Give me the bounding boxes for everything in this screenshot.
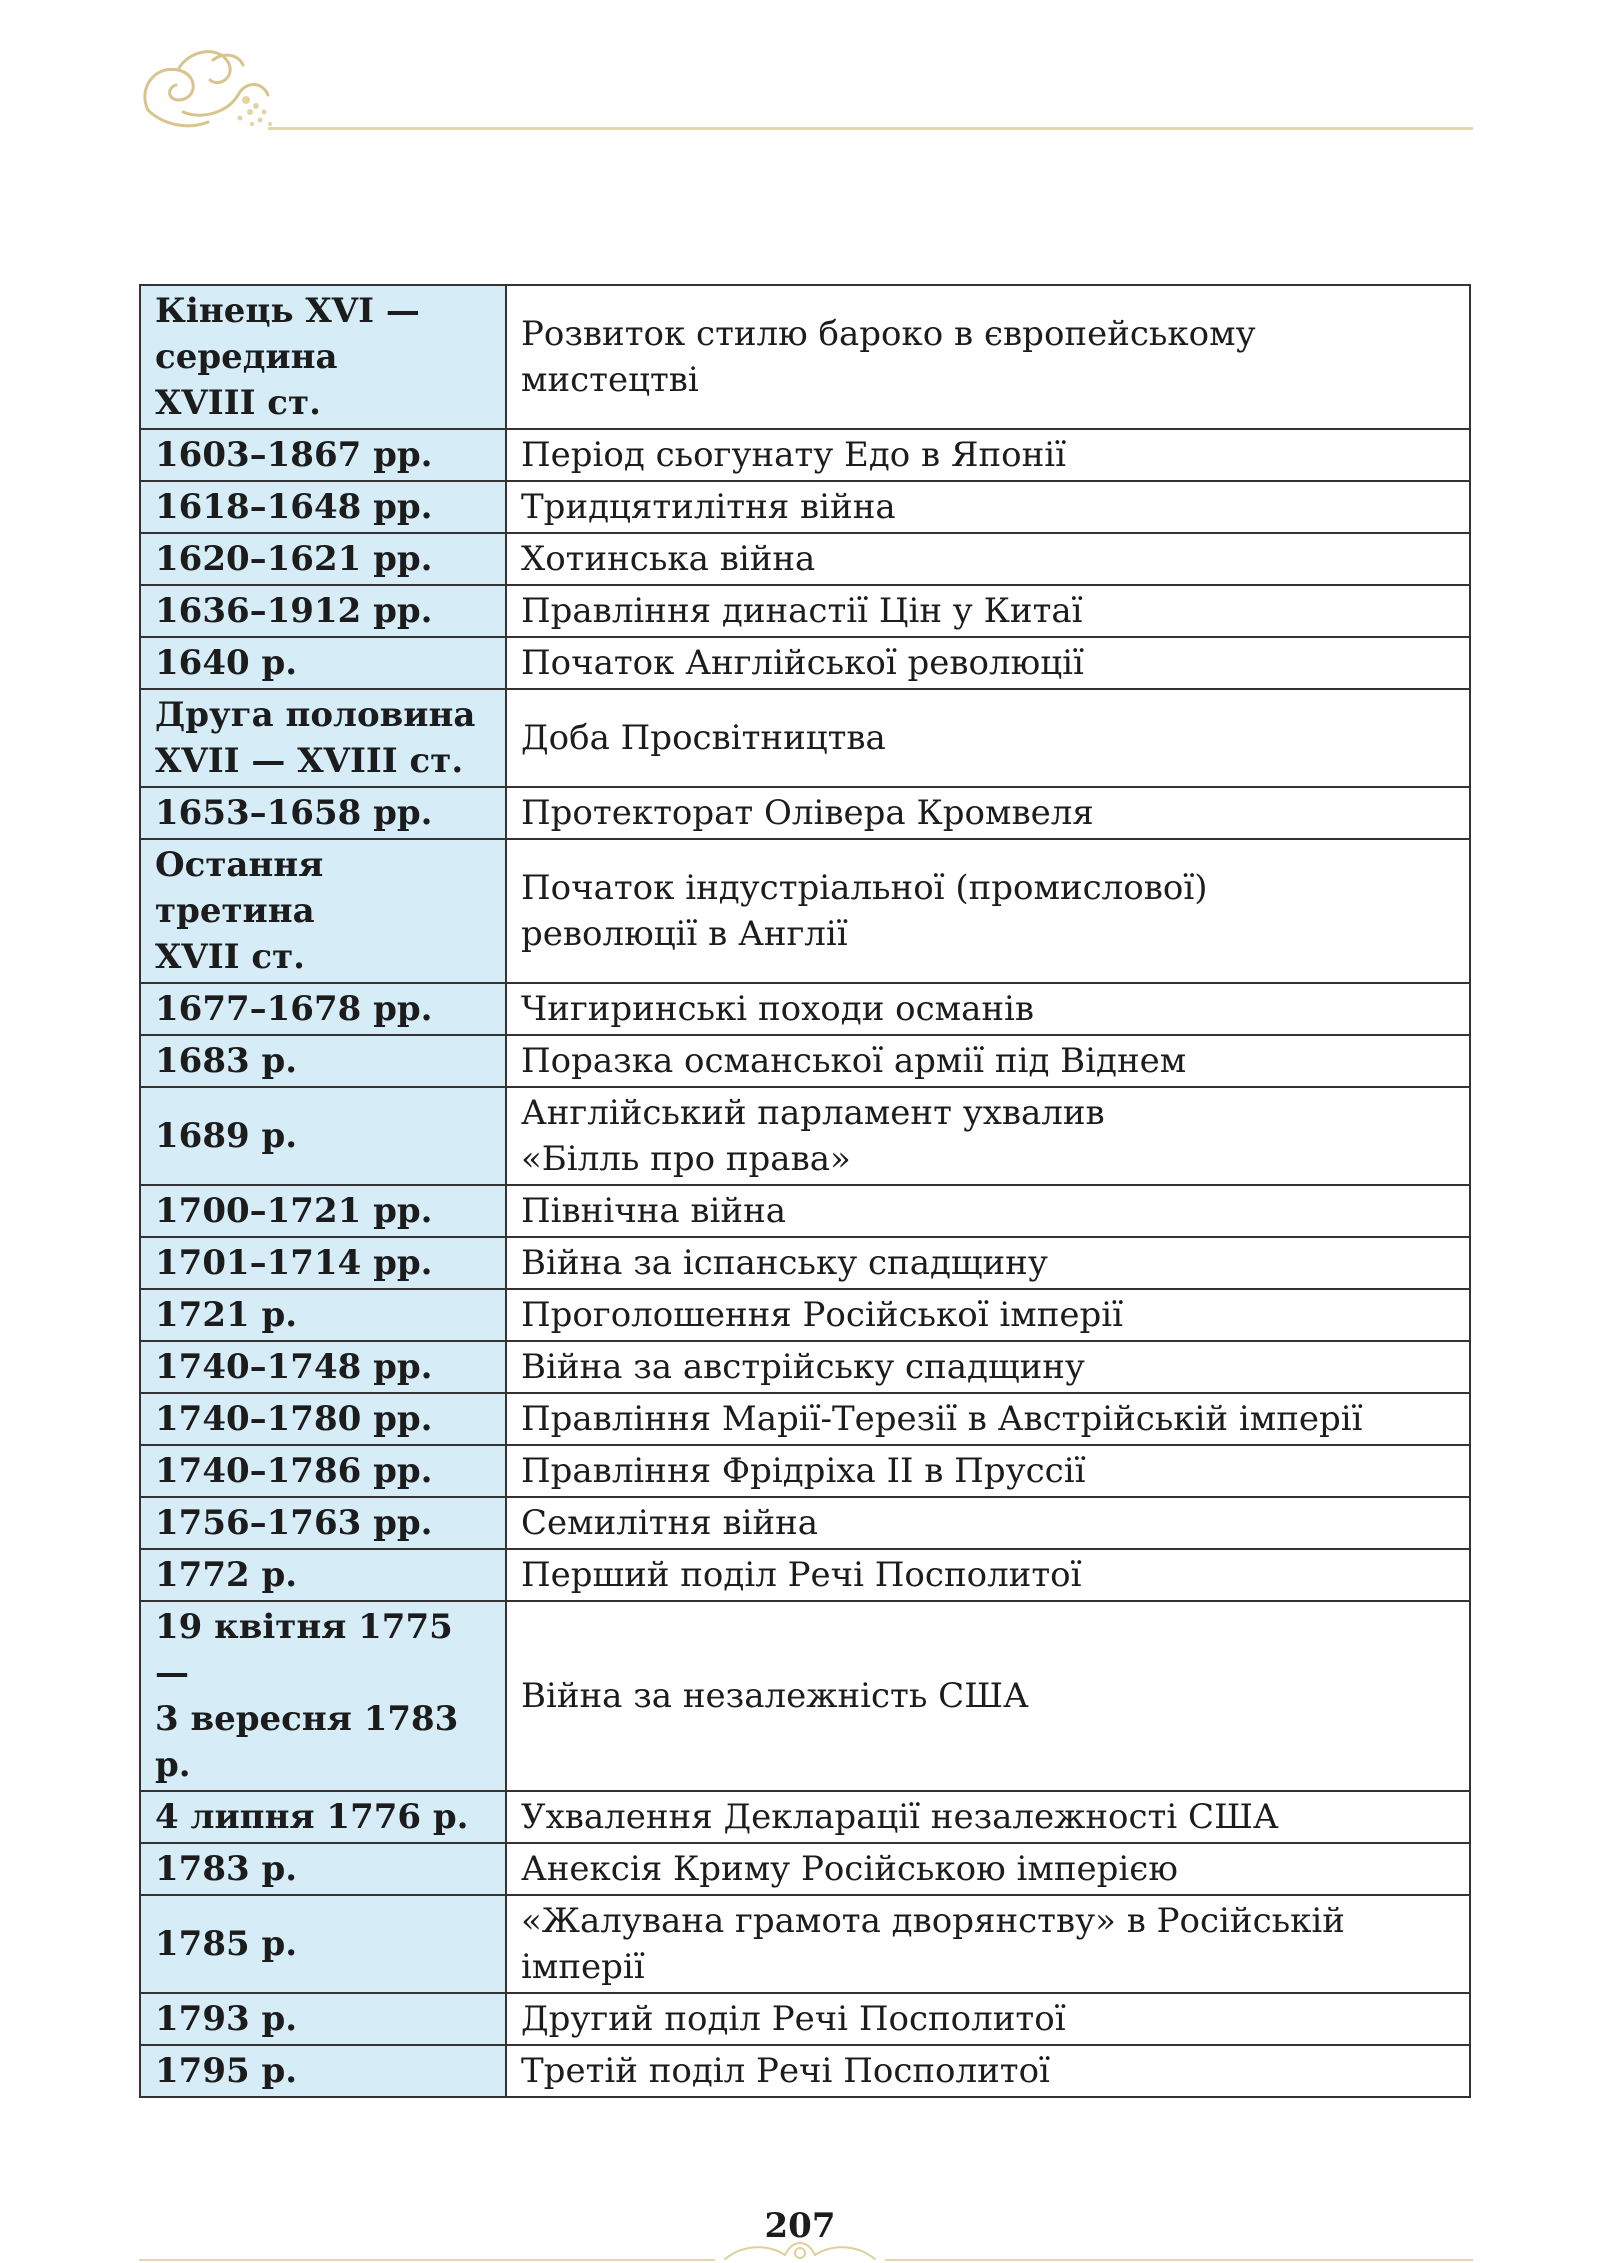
date-cell	[140, 1289, 506, 1341]
event-cell	[506, 689, 1470, 787]
event-cell	[506, 2045, 1470, 2097]
event-cell	[506, 1289, 1470, 1341]
date-line: 1785 р.	[155, 1924, 298, 1964]
date-line: 1740–1780 рр.	[155, 1399, 433, 1439]
event-line: Початок Англійської революції	[521, 643, 1084, 683]
event-line: Правління Марії-Терезії в Австрійській імперії	[521, 1399, 1363, 1439]
table-row	[140, 1185, 1470, 1237]
date-line: 4 липня 1776 р.	[155, 1797, 469, 1837]
footer-rule-right	[885, 2259, 1473, 2261]
event-cell	[506, 637, 1470, 689]
date-line: 1756–1763 рр.	[155, 1503, 433, 1543]
date-cell	[140, 689, 506, 787]
date-cell	[140, 787, 506, 839]
date-cell	[140, 1445, 506, 1497]
event-cell	[506, 533, 1470, 585]
event-cell	[506, 1549, 1470, 1601]
event-cell	[506, 1843, 1470, 1895]
event-line: Період сьогунату Едо в Японії	[521, 435, 1066, 475]
event-line: Третій поділ Речі Посполитої	[521, 2051, 1050, 2091]
table-row	[140, 481, 1470, 533]
table-row	[140, 1993, 1470, 2045]
event-line: Розвиток стилю бароко в європейському	[521, 314, 1256, 354]
table-row	[140, 839, 1470, 983]
event-line: Правління династії Цін у Китаї	[521, 591, 1083, 631]
page-number: 207	[764, 2206, 836, 2246]
date-cell	[140, 1237, 506, 1289]
event-line: революції в Англії	[521, 914, 848, 954]
table-row	[140, 1035, 1470, 1087]
date-line: 3 вересня 1783 р.	[155, 1699, 459, 1785]
event-line: «Білль про права»	[521, 1139, 851, 1179]
table-row	[140, 1601, 1470, 1791]
table-row	[140, 637, 1470, 689]
event-line: Початок індустріальної (промислової)	[521, 868, 1208, 908]
date-line: 1603–1867 рр.	[155, 435, 433, 475]
date-cell	[140, 1087, 506, 1185]
date-line: 19 квітня 1775 —	[155, 1607, 453, 1693]
date-line: 1683 р.	[155, 1041, 298, 1081]
table-row	[140, 1237, 1470, 1289]
event-cell	[506, 1185, 1470, 1237]
table-row	[140, 533, 1470, 585]
date-cell	[140, 2045, 506, 2097]
date-cell	[140, 1993, 506, 2045]
event-line: Війна за австрійську спадщину	[521, 1347, 1085, 1387]
event-cell	[506, 1601, 1470, 1791]
date-line: Остання третина	[155, 845, 324, 931]
table-row	[140, 285, 1470, 429]
table-row	[140, 1087, 1470, 1185]
table-row	[140, 787, 1470, 839]
event-cell	[506, 1993, 1470, 2045]
event-line: Англійський парламент ухвалив	[521, 1093, 1105, 1133]
date-cell	[140, 1185, 506, 1237]
date-line: 1689 р.	[155, 1116, 298, 1156]
date-line: 1740–1748 рр.	[155, 1347, 433, 1387]
date-cell	[140, 1601, 506, 1791]
table-row	[140, 1549, 1470, 1601]
event-line: Проголошення Російської імперії	[521, 1295, 1124, 1335]
date-line: Друга половина	[155, 695, 476, 735]
event-line: Чигиринські походи османів	[521, 989, 1035, 1029]
table-row	[140, 429, 1470, 481]
event-cell	[506, 1035, 1470, 1087]
event-line: Війна за іспанську спадщину	[521, 1243, 1048, 1283]
date-cell	[140, 1791, 506, 1843]
date-cell	[140, 285, 506, 429]
table-row	[140, 689, 1470, 787]
event-cell	[506, 1445, 1470, 1497]
event-cell	[506, 1341, 1470, 1393]
event-line: «Жалувана грамота дворянству» в Російській	[521, 1901, 1345, 1941]
event-cell	[506, 285, 1470, 429]
date-cell	[140, 429, 506, 481]
event-cell	[506, 585, 1470, 637]
date-line: 1740–1786 рр.	[155, 1451, 433, 1491]
event-line: мистецтві	[521, 360, 699, 400]
date-line: 1795 р.	[155, 2051, 298, 2091]
event-cell	[506, 429, 1470, 481]
chronology-table	[139, 284, 1471, 2098]
date-line: 1793 р.	[155, 1999, 298, 2039]
date-line: Кінець XVI —	[155, 291, 420, 331]
date-line: 1618–1648 рр.	[155, 487, 433, 527]
date-cell	[140, 637, 506, 689]
date-cell	[140, 1035, 506, 1087]
table-row	[140, 585, 1470, 637]
date-cell	[140, 839, 506, 983]
date-cell	[140, 1497, 506, 1549]
date-cell	[140, 1393, 506, 1445]
event-line: Правління Фрідріха II в Пруссії	[521, 1451, 1086, 1491]
header-rule	[268, 127, 1473, 130]
date-cell	[140, 585, 506, 637]
table-row	[140, 1393, 1470, 1445]
event-cell	[506, 1393, 1470, 1445]
table-row	[140, 1895, 1470, 1993]
table-row	[140, 1445, 1470, 1497]
event-cell	[506, 1791, 1470, 1843]
date-line: середина	[155, 337, 338, 377]
date-cell	[140, 983, 506, 1035]
date-cell	[140, 481, 506, 533]
date-line: 1677–1678 рр.	[155, 989, 433, 1029]
date-line: 1700–1721 рр.	[155, 1191, 433, 1231]
event-cell	[506, 1087, 1470, 1185]
date-line: XVIII ст.	[155, 383, 321, 423]
event-line: Хотинська війна	[521, 539, 816, 579]
baroque-flourish-icon	[128, 40, 278, 140]
date-cell	[140, 1843, 506, 1895]
event-line: Тридцятилітня війна	[521, 487, 896, 527]
table-row	[140, 1791, 1470, 1843]
date-line: XVII — XVIII ст.	[155, 741, 464, 781]
table-row	[140, 1497, 1470, 1549]
event-line: Перший поділ Речі Посполитої	[521, 1555, 1082, 1595]
date-cell	[140, 1341, 506, 1393]
event-line: Анексія Криму Російською імперією	[521, 1849, 1178, 1889]
event-line: Семилітня війна	[521, 1503, 819, 1543]
date-cell	[140, 1895, 506, 1993]
table-row	[140, 1341, 1470, 1393]
event-cell	[506, 1497, 1470, 1549]
event-line: Війна за незалежність США	[521, 1676, 1029, 1716]
date-line: 1721 р.	[155, 1295, 298, 1335]
event-cell	[506, 1895, 1470, 1993]
date-line: 1653–1658 рр.	[155, 793, 433, 833]
event-cell	[506, 787, 1470, 839]
event-line: Доба Просвітництва	[521, 718, 886, 758]
event-line: Ухвалення Декларації незалежності США	[521, 1797, 1279, 1837]
date-line: 1701–1714 рр.	[155, 1243, 433, 1283]
date-line: 1636–1912 рр.	[155, 591, 433, 631]
event-line: Поразка османської армії під Віднем	[521, 1041, 1187, 1081]
table-row	[140, 2045, 1470, 2097]
date-line: 1620–1621 рр.	[155, 539, 433, 579]
event-cell	[506, 1237, 1470, 1289]
event-line: Другий поділ Речі Посполитої	[521, 1999, 1066, 2039]
table-row	[140, 1289, 1470, 1341]
event-line: Протекторат Олівера Кромвеля	[521, 793, 1094, 833]
date-line: 1783 р.	[155, 1849, 298, 1889]
footer-rule-left	[139, 2259, 715, 2261]
event-cell	[506, 839, 1470, 983]
event-line: Північна війна	[521, 1191, 787, 1231]
event-cell	[506, 983, 1470, 1035]
event-cell	[506, 481, 1470, 533]
date-line: 1772 р.	[155, 1555, 298, 1595]
date-cell	[140, 533, 506, 585]
date-line: XVII ст.	[155, 937, 306, 977]
table-row	[140, 1843, 1470, 1895]
date-line: 1640 р.	[155, 643, 298, 683]
event-line: імперії	[521, 1947, 645, 1987]
table-row	[140, 983, 1470, 1035]
date-cell	[140, 1549, 506, 1601]
